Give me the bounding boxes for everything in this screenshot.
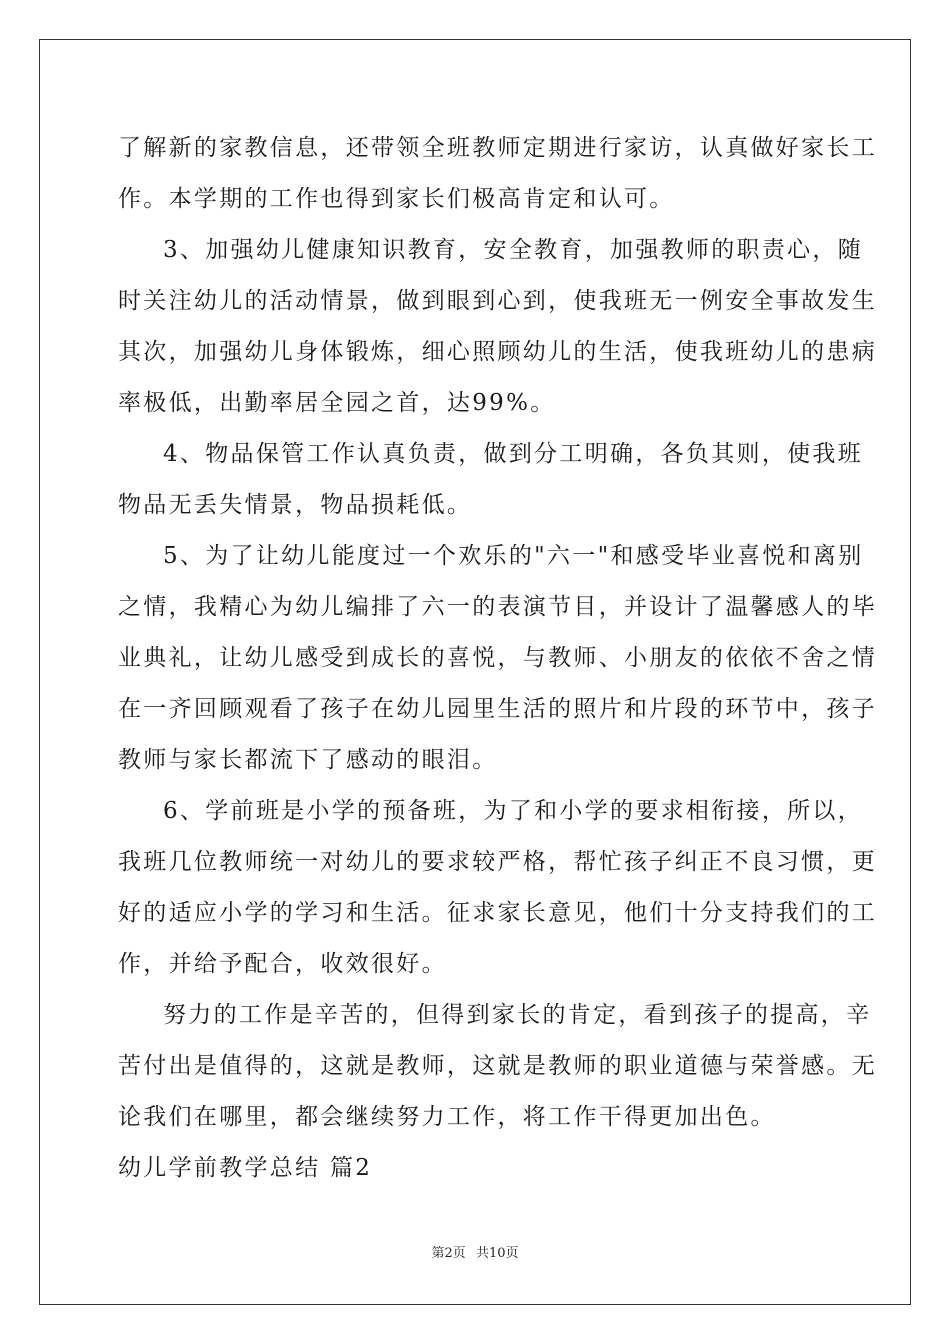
- paragraph-start-line: 努力的工作是辛苦的，但得到家长的肯定，看到孩子的提高，辛: [163, 1002, 872, 1028]
- body-line: 苦付出是值得的，这就是教师，这就是教师的职业道德与荣誉感。无: [118, 1053, 877, 1079]
- section-heading: 幼儿学前教学总结 篇2: [118, 1155, 373, 1181]
- body-line: 物品无丢失情景，物品损耗低。: [118, 492, 473, 518]
- body-line: 我班几位教师统一对幼儿的要求较严格，帮忙孩子纠正不良习惯，更: [118, 849, 877, 875]
- body-line: 率极低，出勤率居全园之首，达99%。: [118, 390, 556, 416]
- page-footer: [0, 1246, 950, 1262]
- paragraph-start-line: 6、学前班是小学的预备班，为了和小学的要求相衔接，所以，: [163, 798, 864, 824]
- body-line: 了解新的家教信息，还带领全班教师定期进行家访，认真做好家长工: [118, 135, 877, 161]
- body-line: 作。本学期的工作也得到家长们极高肯定和认可。: [118, 186, 675, 212]
- body-line: 作，并给予配合，收效很好。: [118, 951, 447, 977]
- paragraph-start-line: 5、为了让幼儿能度过一个欢乐的"六一"和感受毕业喜悦和离别: [163, 543, 864, 569]
- body-line: 其次，加强幼儿身体锻炼，细心照顾幼儿的生活，使我班幼儿的患病: [118, 339, 877, 365]
- body-line: 好的适应小学的学习和生活。征求家长意见，他们十分支持我们的工: [118, 900, 877, 926]
- paragraph-start-line: 3、加强幼儿健康知识教育，安全教育，加强教师的职责心，随: [163, 237, 864, 263]
- page-total: 共10页: [475, 1246, 519, 1261]
- body-line: 教师与家长都流下了感动的眼泪。: [118, 747, 498, 773]
- paragraph-start-line: 4、物品保管工作认真负责，做到分工明确，各负其则，使我班: [163, 441, 864, 467]
- body-line: 在一齐回顾观看了孩子在幼儿园里生活的照片和片段的环节中，孩子: [118, 696, 877, 722]
- body-line: 业典礼，让幼儿感受到成长的喜悦，与教师、小朋友的依依不舍之情: [118, 645, 877, 671]
- page-number: 第2页: [431, 1246, 466, 1261]
- body-line: 时关注幼儿的活动情景，做到眼到心到，使我班无一例安全事故发生: [118, 288, 877, 314]
- body-line: 论我们在哪里，都会继续努力工作，将工作干得更加出色。: [118, 1104, 776, 1130]
- body-line: 之情，我精心为幼儿编排了六一的表演节目，并设计了温馨感人的毕: [118, 594, 877, 620]
